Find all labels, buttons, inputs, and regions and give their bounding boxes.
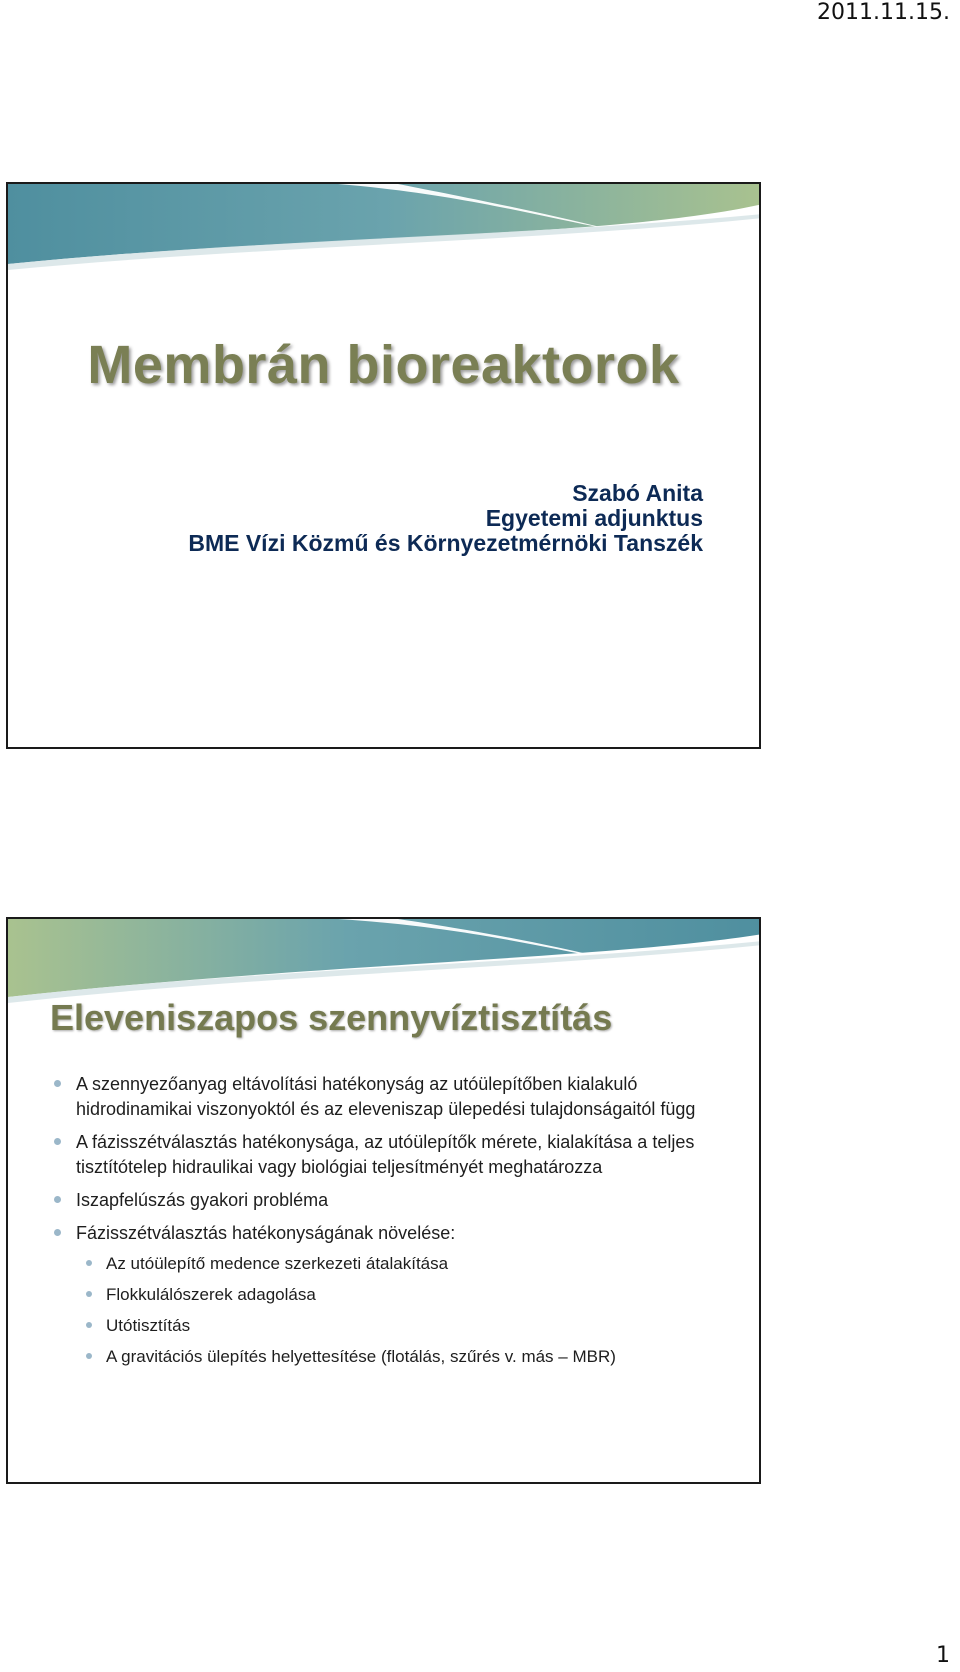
slide-header-swoosh [8, 184, 759, 274]
list-item [50, 1072, 750, 1122]
bullet-text: Fázisszétválasztás hatékonyságának növelése: [76, 1223, 456, 1243]
author-name: Szabó Anita [572, 480, 703, 506]
sub-bullet-text: A gravitációs ülepítés helyettesítése (flotálás, szűrés v. más – MBR) [106, 1347, 616, 1366]
header-swoosh-graphic [8, 919, 761, 1009]
slide-title: Eleveniszapos szennyvíztisztítás [50, 997, 613, 1038]
bullet-list [50, 1072, 750, 1376]
sub-bullet-text: Utótisztítás [106, 1316, 191, 1335]
sub-bullet-text: Flokkulálószerek adagolása [106, 1285, 316, 1304]
bullet-icon [86, 1322, 92, 1328]
sub-bullet-list [76, 1252, 750, 1368]
list-item [50, 1188, 750, 1213]
author-position: Egyetemi adjunktus [485, 505, 703, 531]
bullet-icon [54, 1138, 61, 1145]
title-slide [6, 182, 761, 749]
list-item [50, 1130, 750, 1180]
author-department: BME Vízi Közmű és Környezetmérnöki Tanszék [188, 530, 703, 556]
bullet-text: A szennyezőanyag eltávolítási hatékonyság az utóülepítőben kialakuló hidrodinamikai viszonyoktól és az eleveniszap ülepedési tulajdonságaitól függ [76, 1074, 696, 1119]
bullet-icon [54, 1196, 61, 1203]
sub-list-item [76, 1252, 750, 1275]
bullet-icon [86, 1260, 92, 1266]
sub-list-item [76, 1314, 750, 1337]
page-date: 2011.11.15. [817, 0, 950, 25]
bullet-text: A fázisszétválasztás hatékonysága, az utóülepítők mérete, kialakítása a teljes tisztítótelep hidraulikai vagy biológiai teljesítményét meghatározza [76, 1132, 695, 1177]
slide-title: Membrán bioreaktorok [87, 335, 680, 395]
content-slide [6, 917, 761, 1484]
bullet-icon [54, 1080, 61, 1087]
bullet-icon [54, 1229, 61, 1236]
author-block [188, 481, 703, 556]
sub-list-item [76, 1345, 750, 1368]
list-item [50, 1221, 750, 1368]
slide-header-swoosh [8, 919, 759, 1009]
page-number: 1 [936, 1643, 950, 1668]
sub-list-item [76, 1283, 750, 1306]
sub-bullet-text: Az utóülepítő medence szerkezeti átalakítása [106, 1254, 449, 1273]
bullet-icon [86, 1291, 92, 1297]
bullet-text: Iszapfelúszás gyakori probléma [76, 1190, 329, 1210]
header-swoosh-graphic [8, 184, 761, 274]
bullet-icon [86, 1353, 92, 1359]
